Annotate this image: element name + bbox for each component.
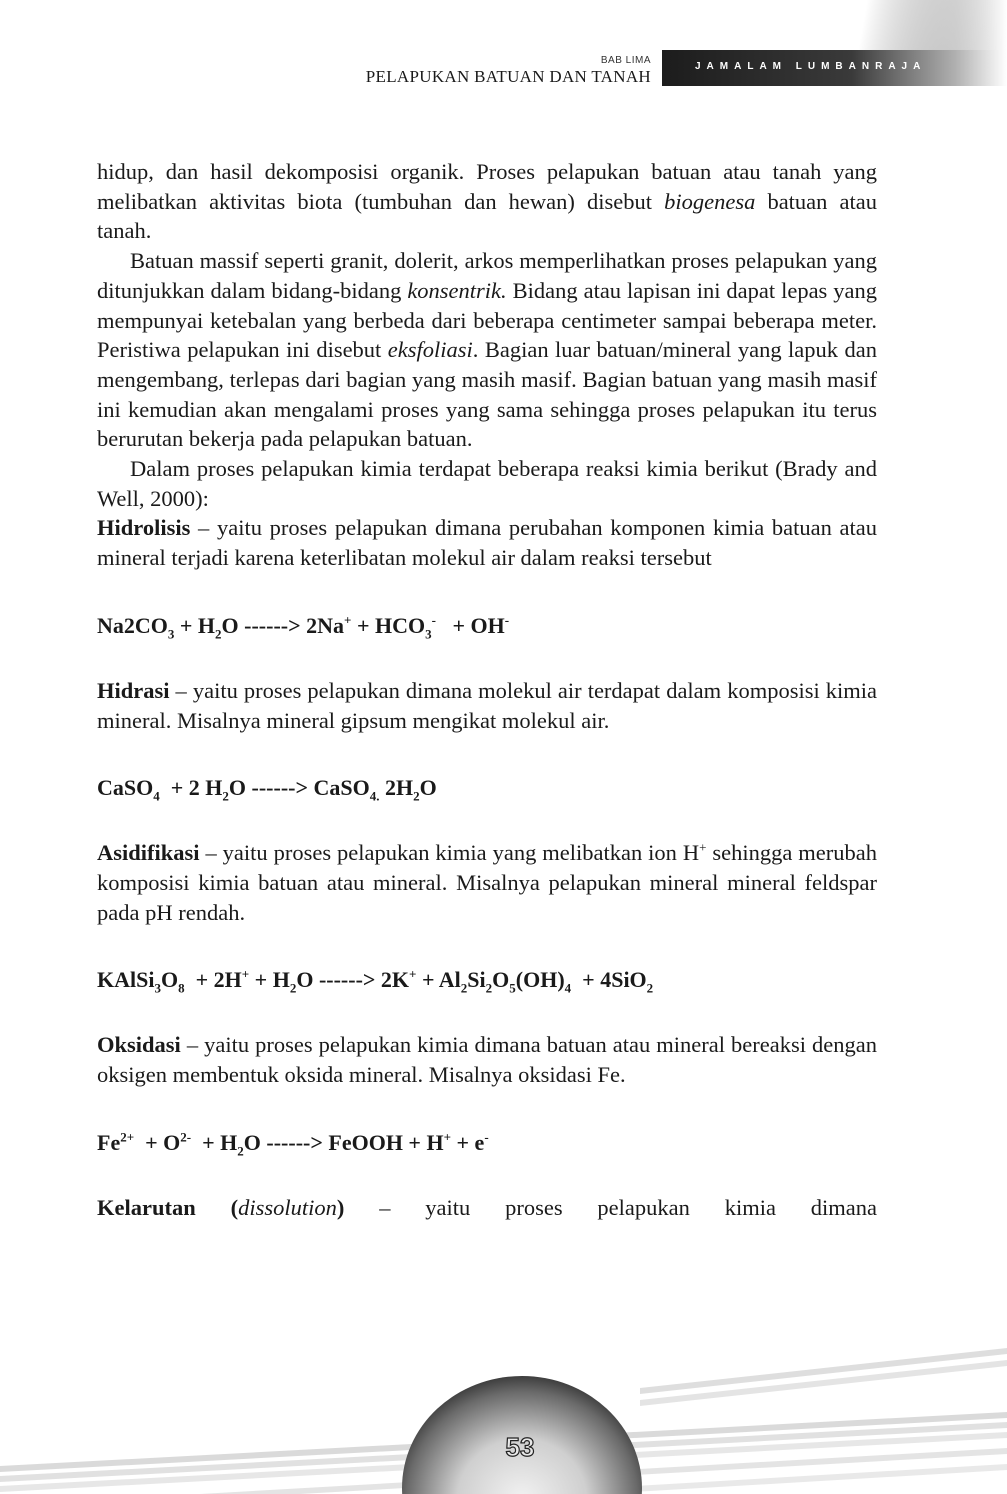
eq-sup: - bbox=[431, 612, 436, 628]
eq-sup: 2+ bbox=[120, 1129, 135, 1145]
eq-sup: + bbox=[344, 612, 352, 628]
eq-text: + OH bbox=[435, 612, 505, 638]
paragraph-eksfoliasi bbox=[97, 246, 877, 454]
paragraph-text: . Bagian luar batuan/mineral yang lapuk dan mengembang, terlepas dari bagian yang masih masif. Bagian batuan yang masih masif ini kemudian akan mengalami proses yang sama sehingga proses pelapukan itu terus berurutan bekerja pada pelapukan batuan. bbox=[97, 337, 877, 452]
term-konsentrik: konsentrik. bbox=[407, 277, 507, 303]
term-kelarutan: Kelarutan ( bbox=[97, 1194, 239, 1220]
eq-sup: - bbox=[484, 1129, 489, 1145]
equation-hidrolisis bbox=[97, 611, 877, 641]
eq-text: KAlSi bbox=[97, 967, 155, 993]
eq-text: O bbox=[160, 967, 179, 993]
eq-sup: + bbox=[409, 967, 417, 983]
eq-sup: 2- bbox=[180, 1129, 192, 1145]
paragraph-hidrasi bbox=[97, 676, 877, 735]
paragraph-oksidasi bbox=[97, 1030, 877, 1089]
paragraph-text: Bidang atau lapisan ini dapat lepas yang mempunyai ketebalan yang berbeda dari beberapa centimeter sampai beberapa meter. Peristiwa pelapukan ini disebut bbox=[97, 277, 877, 363]
eq-sub: 5 bbox=[509, 980, 516, 996]
superscript: + bbox=[699, 839, 707, 855]
paragraph-text: hidup, dan hasil dekomposisi organik. Proses pelapukan batuan atau tanah yang melibatkan aktivitas biota (tumbuhan dan hewan) disebut bbox=[97, 159, 877, 214]
paragraph-text: Batuan massif seperti granit, dolerit, arkos memperlihatkan proses pelapukan yang ditunjukkan dalam bidang-bidang bbox=[97, 248, 877, 303]
eq-sub: 2 bbox=[646, 980, 654, 996]
eq-text: Fe bbox=[97, 1129, 121, 1155]
term-kelarutan-close: ) bbox=[336, 1194, 345, 1220]
eq-sub: 4. bbox=[369, 788, 380, 804]
eq-sub: 3 bbox=[167, 626, 175, 642]
page-body bbox=[97, 157, 877, 1222]
paragraph-text: – yaitu proses pelapukan dimana perubahan komponen kimia batuan atau mineral terjadi karena keterlibatan molekul air dalam reaksi tersebut bbox=[97, 515, 877, 571]
term-hidrasi: Hidrasi bbox=[97, 677, 170, 703]
eq-sup: + bbox=[443, 1129, 451, 1145]
paragraph-asidifikasi bbox=[97, 838, 877, 927]
eq-sub: 3 bbox=[425, 626, 432, 642]
eq-text: O ------> CaSO bbox=[228, 775, 370, 801]
eq-text: Na2CO bbox=[97, 612, 168, 638]
eq-sup: - bbox=[504, 612, 510, 628]
eq-text: + Al bbox=[416, 967, 461, 993]
eq-text: + 2H bbox=[184, 967, 242, 993]
eq-sub: 2 bbox=[485, 980, 493, 996]
eq-sub: 2 bbox=[460, 980, 468, 996]
equation-asidifikasi bbox=[97, 965, 877, 995]
paragraph-kelarutan bbox=[97, 1193, 877, 1223]
eq-sub: 4 bbox=[564, 980, 572, 996]
eq-text: 2H bbox=[379, 775, 414, 801]
term-eksfoliasi: eksfoliasi bbox=[387, 337, 473, 363]
eq-sub: 4 bbox=[153, 788, 160, 804]
page-number: 53 bbox=[505, 1432, 535, 1462]
equation-oksidasi bbox=[97, 1128, 877, 1158]
paragraph-text: – yaitu proses pelapukan dimana molekul air terdapat dalam komposisi kimia mineral. Misalnya mineral gipsum mengikat molekul air. bbox=[97, 677, 877, 733]
eq-text: + 2 H bbox=[159, 775, 223, 801]
paragraph-reaksi-kimia: Dalam proses pelapukan kimia terdapat beberapa reaksi kimia berikut (Brady and Well, 2000): bbox=[97, 456, 877, 511]
paragraph-text: – yaitu proses pelapukan kimia yang melibatkan ion H bbox=[199, 840, 700, 866]
paragraph-biogenesa bbox=[97, 157, 877, 246]
eq-sub: 2 bbox=[215, 626, 222, 642]
eq-text: + HCO bbox=[351, 612, 426, 638]
eq-sup: + bbox=[241, 967, 250, 983]
term-hidrolisis: Hidrolisis bbox=[97, 515, 191, 541]
paragraph-text: – yaitu proses pelapukan kimia dimana batuan atau mineral bereaksi dengan oksigen membentuk oksida mineral. Misalnya oksidasi Fe. bbox=[97, 1032, 877, 1088]
eq-text: + H bbox=[191, 1129, 238, 1155]
eq-text: + 4SiO bbox=[571, 967, 647, 993]
eq-text: + O bbox=[134, 1129, 181, 1155]
eq-text: Si bbox=[467, 967, 486, 993]
header-title: PELAPUKAN BATUAN DAN TANAH bbox=[365, 67, 651, 86]
paragraph-hidrolisis bbox=[97, 513, 877, 572]
equation-hidrasi bbox=[97, 773, 877, 803]
eq-text: CaSO bbox=[97, 775, 154, 801]
header-chapter: BAB LIMA bbox=[600, 55, 651, 66]
paragraph-text: sehingga merubah komposisi kimia batuan atau mineral. Misalnya pelapukan mineral mineral feldspar pada pH rendah. bbox=[97, 840, 878, 925]
eq-sub: 2 bbox=[289, 980, 297, 996]
paragraph-text: batuan atau tanah. bbox=[97, 188, 878, 244]
eq-text: + e bbox=[451, 1129, 485, 1155]
eq-text: O bbox=[492, 967, 510, 993]
eq-sub: 2 bbox=[413, 788, 420, 804]
term-dissolution: dissolution bbox=[238, 1194, 337, 1220]
eq-text: O bbox=[419, 775, 437, 801]
header-author: JAMALAM LUMBANRAJA bbox=[695, 61, 927, 72]
eq-text: + H bbox=[174, 612, 216, 638]
footer-decoration bbox=[0, 1348, 1007, 1494]
eq-text: O ------> FeOOH + H bbox=[243, 1129, 444, 1155]
paragraph-text: – yaitu proses pelapukan kimia dimana bbox=[344, 1194, 877, 1220]
eq-sub: 8 bbox=[178, 980, 185, 996]
eq-text: + H bbox=[249, 967, 290, 993]
eq-text: O ------> 2K bbox=[296, 967, 410, 993]
eq-text: O ------> 2Na bbox=[221, 612, 345, 638]
term-oksidasi: Oksidasi bbox=[97, 1032, 181, 1058]
term-biogenesa: biogenesa bbox=[664, 188, 756, 214]
eq-sub: 2 bbox=[237, 1143, 244, 1159]
eq-sub: 2 bbox=[222, 788, 229, 804]
header-band-fade bbox=[662, 0, 1007, 50]
eq-sub: 3 bbox=[154, 980, 161, 996]
eq-text: (OH) bbox=[515, 967, 565, 993]
term-asidifikasi: Asidifikasi bbox=[97, 840, 200, 866]
